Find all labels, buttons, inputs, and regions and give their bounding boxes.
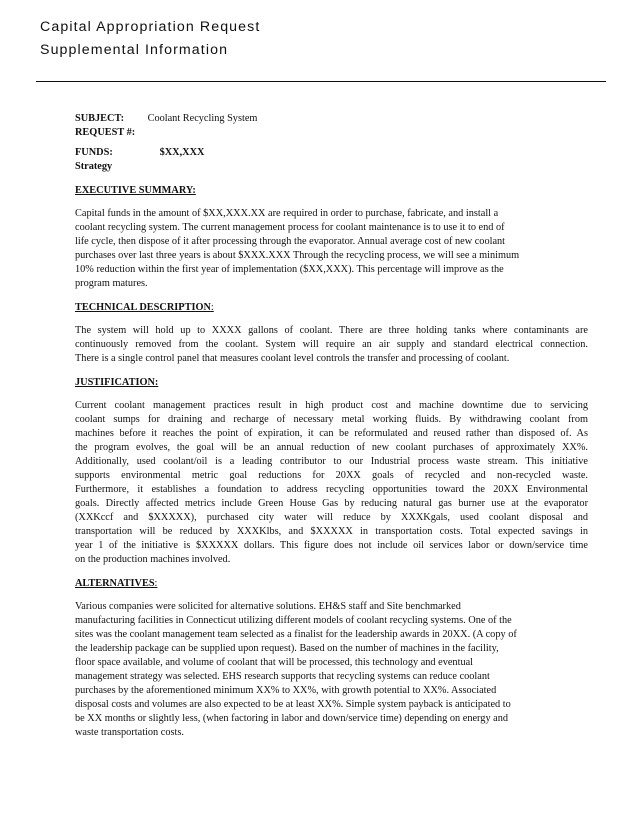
- paragraph-line: the program evolves, the goal will be an annual reduction of new coolant purchases of approximately XX%.: [75, 442, 588, 453]
- technical-description-text: [75, 324, 588, 366]
- paragraph-line: management strategy was selected. EHS research supports that recycling systems can reduce coolant: [75, 671, 490, 682]
- subject-value: Coolant Recycling System: [147, 113, 258, 124]
- paragraph-line: The system will hold up to XXXX gallons of coolant. There are three holding tanks where contaminants are: [75, 325, 588, 336]
- alternatives-text: [75, 600, 588, 740]
- alternatives-heading: [75, 577, 588, 591]
- paragraph-line: coolant sumps for draining and recharge of necessary metal working fluids. By withdrawing coolant from: [75, 414, 588, 425]
- executive-summary-text: [75, 207, 588, 291]
- paragraph-line: machines before it reaches the point of expiration, it can be reformulated and reused rather than disposed of. As: [75, 428, 588, 439]
- funds-value: $XX,XXX: [159, 147, 205, 158]
- paragraph-line: 10% reduction within the first year of implementation ($XX,XXX). This percentage will improve as the: [75, 264, 504, 275]
- subject-row: [75, 112, 588, 126]
- paragraph-line: on the production machines involved.: [75, 554, 231, 565]
- paragraph-line: year 1 of the initiative is $XXXXX dollars. This figure does not include oil services labor or down/service time: [75, 540, 588, 551]
- strategy-label: Strategy: [75, 161, 113, 172]
- paragraph-line: be XX months or slightly less, (when factoring in labor and down/service time) depending on energy and: [75, 713, 509, 724]
- paragraph-line: disposal costs and volumes are also expected to be at least XX%. Simple system payback is anticipated to: [75, 699, 511, 710]
- paragraph-line: continuously removed from the coolant. System will require an air supply and standard electrical connection.: [75, 339, 588, 350]
- justification-heading: JUSTIFICATION:: [75, 377, 159, 388]
- subject-label: SUBJECT:: [75, 113, 125, 124]
- paragraph-line: manufacturing facilities in Connecticut utilizing different models of coolant recycling systems. One of the: [75, 615, 512, 626]
- document-subtitle: Supplemental Information: [40, 42, 229, 58]
- executive-summary-heading: EXECUTIVE SUMMARY:: [75, 185, 196, 196]
- paragraph-line: coolant recycling system. The current management process for coolant maintenance is to use it to end of: [75, 222, 505, 233]
- heading-colon: :: [210, 302, 214, 313]
- technical-description-heading-text: TECHNICAL DESCRIPTION: [75, 302, 211, 313]
- header-divider: [36, 81, 606, 82]
- paragraph-line: purchases by the aforementioned minimum XX% to XX%, with growth potential to XX%. Associated: [75, 685, 497, 696]
- paragraph-line: Additionally, used coolant/oil is a leading contributor to our Industrial process waste stream. This initiative: [75, 456, 588, 467]
- heading-colon: :: [154, 578, 158, 589]
- paragraph-line: the leadership package can be supplied upon request). Based on the number of machines in the facility,: [75, 643, 499, 654]
- paragraph-line: waste transportation costs.: [75, 727, 184, 738]
- paragraph-line: floor space available, and volume of coolant that will be processed, this technology and eventual: [75, 657, 474, 668]
- funds-row: [75, 146, 588, 160]
- technical-description-heading: [75, 301, 588, 315]
- document-title: Capital Appropriation Request: [40, 19, 261, 35]
- paragraph-line: Capital funds in the amount of $XX,XXX.XX are required in order to purchase, fabricate, and install a: [75, 208, 499, 219]
- document-header: [40, 16, 260, 62]
- document-body: [75, 112, 588, 740]
- paragraph-line: sites was the coolant management team selected as a finalist for the leadership awards in 20XX. (A copy of: [75, 629, 517, 640]
- paragraph-line: transportation will be reduced by XXXKlbs, and $XXXXX in transportation costs. Total expected savings in: [75, 526, 588, 537]
- paragraph-line: There is a single control panel that measures coolant level controls the transfer and processing of coolant.: [75, 353, 510, 364]
- paragraph-line: program matures.: [75, 278, 148, 289]
- paragraph-line: supports environmental metric goal reductions for 20XX goals of recycled and non-recycled waste.: [75, 470, 588, 481]
- justification-text: [75, 399, 588, 567]
- alternatives-heading-text: ALTERNATIVES: [75, 578, 155, 589]
- paragraph-line: purchases over last three years is about $XXX.XXX Through the recycling process, we will see a minimum: [75, 250, 520, 261]
- paragraph-line: Various companies were solicited for alternative solutions. EH&S staff and Site benchmarked: [75, 601, 461, 612]
- request-label: REQUEST #:: [75, 127, 136, 138]
- paragraph-line: (XXKccf and $XXXXX), purchased city water will reduce by XXXKgals, used coolant disposal and: [75, 512, 588, 523]
- paragraph-line: Current coolant management practices result in high product cost and machine downtime due to servicing: [75, 400, 588, 411]
- paragraph-line: Furthermore, it establishes a foundation to address recycling opportunities toward the 20XX Environmental: [75, 484, 588, 495]
- paragraph-line: life cycle, then dispose of it after processing through the evaporator. Annual average cost of new coolant: [75, 236, 506, 247]
- paragraph-line: goals. Directly affected metrics include Green House Gas by reducing natural gas burner use at the evaporator: [75, 498, 588, 509]
- funds-label: FUNDS:: [75, 147, 113, 158]
